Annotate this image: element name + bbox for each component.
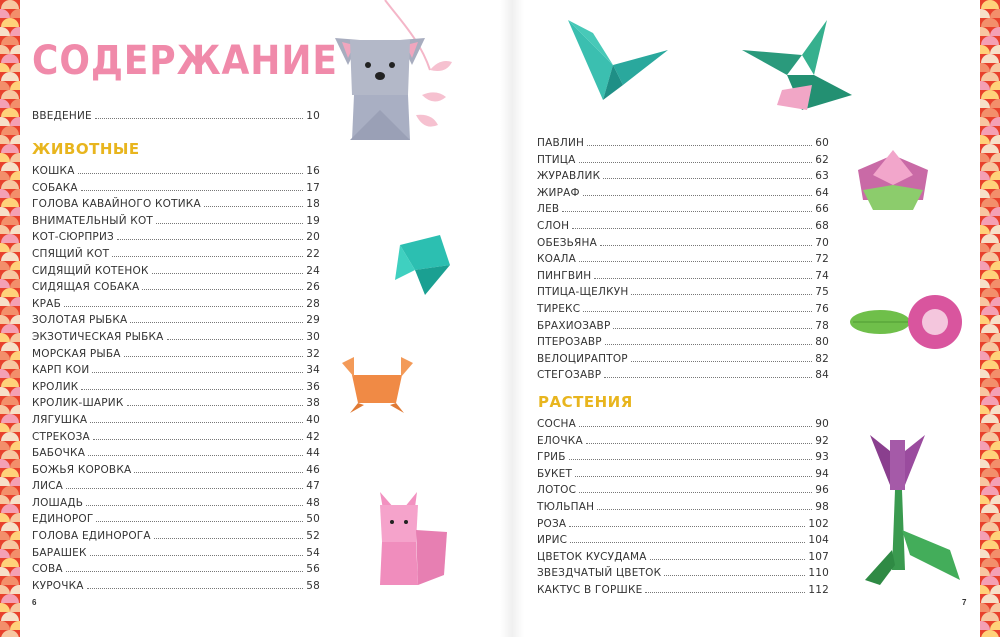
- toc-entry-page: 29: [306, 314, 320, 327]
- toc-entry-page: 58: [306, 579, 320, 592]
- toc-entry-label: БАРАШЕК: [32, 546, 87, 559]
- leader-dots: [81, 381, 303, 390]
- toc-entry-label: ЗВЕЗДЧАТЫЙ ЦВЕТОК: [537, 567, 662, 580]
- toc-entry-label: ЕЛОЧКА: [537, 434, 583, 447]
- leader-dots: [583, 187, 812, 196]
- toc-animal-entry[interactable]: [32, 248, 320, 265]
- toc-entry-page: 16: [306, 165, 320, 177]
- toc-entry-label: БОЖЬЯ КОРОВКА: [32, 463, 132, 476]
- toc-entry-label: КОШКА: [32, 165, 75, 177]
- toc-plant-entry[interactable]: [537, 534, 829, 551]
- toc-entry-page: 90: [815, 418, 829, 430]
- leader-dots: [594, 270, 812, 279]
- toc-entry-page: 38: [306, 397, 320, 410]
- toc-entry-page: 82: [815, 352, 829, 365]
- section-heading-animals: ЖИВОТНЫЕ: [32, 140, 140, 158]
- toc-plant-entry[interactable]: [537, 435, 829, 452]
- leader-dots: [569, 518, 805, 527]
- book-spine: [500, 0, 524, 637]
- crab-origami-illustration: [340, 355, 415, 415]
- toc-entry-page: 68: [815, 219, 829, 232]
- toc-entry-page: 75: [815, 286, 829, 299]
- toc-animal-entry[interactable]: [537, 170, 829, 187]
- leader-dots: [613, 320, 812, 329]
- toc-entry-label: ПТИЦА: [537, 153, 576, 166]
- leader-dots: [88, 447, 303, 456]
- leader-dots: [572, 220, 812, 229]
- toc-entry-label: КОТ-СЮРПРИЗ: [32, 231, 114, 244]
- toc-entry-page: 54: [306, 546, 320, 559]
- leader-dots: [586, 435, 812, 444]
- toc-entry-label: РОЗА: [537, 517, 567, 530]
- toc-animal-entry[interactable]: [32, 530, 320, 547]
- toc-entry-label: ПАВЛИН: [537, 137, 585, 149]
- leader-dots: [583, 303, 812, 312]
- leader-dots: [142, 281, 303, 290]
- leader-dots: [631, 286, 812, 295]
- toc-entry-page: 46: [306, 463, 320, 476]
- toc-list-animals-left: [32, 165, 320, 596]
- toc-entry-page: 80: [815, 336, 829, 349]
- toc-entry-label: СПЯЩИЙ КОТ: [32, 247, 110, 260]
- leader-dots: [154, 530, 303, 539]
- toc-animal-entry[interactable]: [32, 480, 320, 497]
- toc-plant-entry[interactable]: [537, 551, 829, 568]
- toc-animal-entry[interactable]: [537, 203, 829, 220]
- toc-entry-label: ЭКЗОТИЧЕСКАЯ РЫБКА: [32, 330, 164, 343]
- toc-animal-entry[interactable]: [537, 286, 829, 303]
- toc-entry-page: 62: [815, 153, 829, 166]
- toc-entry-page: 32: [306, 347, 320, 360]
- toc-animal-entry[interactable]: [537, 369, 829, 386]
- toc-animal-entry[interactable]: [32, 348, 320, 365]
- toc-entry-label: ТИРЕКС: [537, 302, 581, 315]
- toc-entry-page: 10: [306, 110, 320, 122]
- toc-entry-page: 56: [306, 563, 320, 576]
- toc-entry-page: 64: [815, 186, 829, 199]
- toc-entry-page: 112: [808, 583, 829, 596]
- leader-dots: [579, 418, 812, 427]
- toc-animal-entry[interactable]: [32, 547, 320, 564]
- leader-dots: [96, 513, 303, 522]
- toc-plant-entry[interactable]: [537, 484, 829, 501]
- toc-entry-label: ЛОТОС: [537, 484, 577, 497]
- leader-dots: [156, 215, 303, 224]
- toc-entry-label: ИРИС: [537, 534, 568, 547]
- toc-entry-page: 42: [306, 430, 320, 443]
- leader-dots: [81, 182, 303, 191]
- toc-entry-label: ЛИСА: [32, 480, 64, 493]
- toc-entry-label: ГОЛОВА КАВАЙНОГО КОТИКА: [32, 198, 201, 211]
- toc-plant-entry[interactable]: [537, 567, 829, 584]
- toc-animal-entry[interactable]: [32, 431, 320, 448]
- toc-plant-entry[interactable]: [537, 451, 829, 468]
- toc-entry-label: БУКЕТ: [537, 467, 573, 480]
- toc-entry-page: 60: [815, 137, 829, 149]
- iris-flower-illustration: [850, 430, 965, 590]
- toc-animal-entry[interactable]: [32, 447, 320, 464]
- toc-entry-page: 36: [306, 380, 320, 393]
- toc-entry-page: 19: [306, 214, 320, 227]
- leader-dots: [650, 551, 806, 560]
- toc-entry-label: ВВЕДЕНИЕ: [32, 110, 92, 122]
- leader-dots: [579, 154, 813, 163]
- toc-entry-page: 30: [306, 330, 320, 343]
- toc-entry-label: СОВА: [32, 563, 63, 576]
- toc-entry-label: ТЮЛЬПАН: [537, 500, 595, 513]
- toc-entry-label: ВНИМАТЕЛЬНЫЙ КОТ: [32, 214, 154, 227]
- rose-with-leaf-illustration: [850, 292, 965, 354]
- leader-dots: [604, 369, 812, 378]
- toc-entry-page: 17: [306, 181, 320, 194]
- leader-dots: [90, 547, 303, 556]
- toc-entry-label: СТЕГОЗАВР: [537, 369, 602, 382]
- toc-entry-label: СИДЯЩАЯ СОБАКА: [32, 281, 140, 294]
- toc-entry-page: 40: [306, 413, 320, 426]
- toc-entry-label: ГОЛОВА ЕДИНОРОГА: [32, 530, 151, 543]
- leader-dots: [569, 451, 812, 460]
- toc-entry-page: 84: [815, 369, 829, 382]
- toc-plant-entry[interactable]: [537, 584, 829, 601]
- page-number-left: 6: [32, 598, 37, 607]
- toc-entry-label: КОАЛА: [537, 253, 576, 266]
- toc-entry-page: 47: [306, 480, 320, 493]
- toc-entry-label: КАКТУС В ГОРШКЕ: [537, 583, 643, 596]
- toc-animal-entry[interactable]: [32, 231, 320, 248]
- toc-animal-entry[interactable]: [32, 563, 320, 580]
- leader-dots: [66, 563, 303, 572]
- toc-entry-label: КРОЛИК: [32, 380, 79, 393]
- toc-animal-entry[interactable]: [537, 137, 829, 154]
- leader-dots: [95, 110, 303, 119]
- toc-entry-page: 94: [815, 467, 829, 480]
- toc-animal-entry[interactable]: [32, 497, 320, 514]
- toc-entry-label: КРАБ: [32, 297, 61, 310]
- toc-entry-label: СОБАКА: [32, 181, 78, 194]
- toc-entry-page: 18: [306, 198, 320, 211]
- toc-entry-label: ВЕЛОЦИРАПТОР: [537, 352, 628, 365]
- toc-entry-page: 63: [815, 170, 829, 183]
- leader-dots: [167, 331, 303, 340]
- toc-entry-page: 102: [808, 517, 829, 530]
- toc-entry-page: 44: [306, 447, 320, 460]
- toc-entry-page: 76: [815, 302, 829, 315]
- leader-dots: [66, 480, 303, 489]
- toc-list-plants: [537, 418, 829, 601]
- toc-animal-entry[interactable]: [537, 220, 829, 237]
- crane-origami-illustration: [732, 15, 857, 115]
- toc-entry-page: 26: [306, 281, 320, 294]
- toc-entry-label: ЗОЛОТАЯ РЫБКА: [32, 314, 128, 327]
- toc-animal-entry[interactable]: [32, 364, 320, 381]
- fish-origami-illustration: [395, 230, 455, 300]
- toc-entry-intro[interactable]: [32, 110, 320, 127]
- toc-entry-page: 93: [815, 451, 829, 464]
- toc-entry-label: ГРИБ: [537, 451, 566, 464]
- toc-entry-label: КАРП КОИ: [32, 364, 90, 377]
- toc-entry-page: 74: [815, 269, 829, 282]
- leader-dots: [575, 468, 812, 477]
- page-number-right: 7: [962, 598, 967, 607]
- bird-origami-illustration: [563, 15, 673, 105]
- leader-dots: [600, 237, 812, 246]
- left-decorative-border: [0, 0, 20, 637]
- leader-dots: [90, 414, 303, 423]
- toc-plant-entry[interactable]: [537, 501, 829, 518]
- toc-entry-label: ПТИЦА-ЩЕЛКУН: [537, 286, 629, 299]
- toc-entry-label: СОСНА: [537, 418, 577, 430]
- toc-animal-entry[interactable]: [32, 182, 320, 199]
- leader-dots: [597, 501, 812, 510]
- toc-entry-label: ПТЕРОЗАВР: [537, 336, 602, 349]
- leader-dots: [579, 253, 812, 262]
- toc-animal-entry[interactable]: [32, 464, 320, 481]
- toc-entry-page: 98: [815, 500, 829, 513]
- leader-dots: [603, 170, 812, 179]
- toc-animal-entry[interactable]: [32, 513, 320, 530]
- leader-dots: [130, 314, 303, 323]
- leader-dots: [134, 464, 303, 473]
- toc-animal-entry[interactable]: [32, 265, 320, 282]
- leader-dots: [579, 484, 812, 493]
- leader-dots: [570, 534, 805, 543]
- toc-entry-page: 70: [815, 236, 829, 249]
- toc-animal-entry[interactable]: [32, 215, 320, 232]
- leader-dots: [78, 165, 303, 174]
- toc-animal-entry[interactable]: [32, 414, 320, 431]
- toc-entry-page: 20: [306, 231, 320, 244]
- toc-animal-entry[interactable]: [537, 320, 829, 337]
- leader-dots: [92, 364, 303, 373]
- toc-entry-label: ПИНГВИН: [537, 269, 592, 282]
- toc-entry-label: ЖИРАФ: [537, 186, 580, 199]
- leader-dots: [562, 203, 812, 212]
- toc-entry-page: 78: [815, 319, 829, 332]
- leader-dots: [93, 431, 303, 440]
- toc-animal-entry[interactable]: [537, 303, 829, 320]
- toc-entry-label: СЛОН: [537, 219, 570, 232]
- toc-entry-page: 52: [306, 530, 320, 543]
- right-decorative-border: [980, 0, 1000, 637]
- section-heading-plants: РАСТЕНИЯ: [538, 393, 633, 411]
- leader-dots: [631, 353, 812, 362]
- toc-entry-label: ЛОШАДЬ: [32, 496, 84, 509]
- page-title: СОДЕРЖАНИЕ: [32, 38, 338, 84]
- toc-entry-label: ОБЕЗЬЯНА: [537, 236, 598, 249]
- leader-dots: [204, 198, 303, 207]
- leader-dots: [127, 397, 304, 406]
- toc-plant-entry[interactable]: [537, 468, 829, 485]
- leader-dots: [86, 497, 303, 506]
- toc-entry-page: 96: [815, 484, 829, 497]
- toc-animal-entry[interactable]: [32, 165, 320, 182]
- toc-animal-entry[interactable]: [32, 397, 320, 414]
- toc-entry-page: 107: [808, 550, 829, 563]
- leader-dots: [112, 248, 303, 257]
- toc-entry-label: СИДЯЩИЙ КОТЕНОК: [32, 264, 149, 277]
- toc-entry-page: 72: [815, 253, 829, 266]
- toc-animal-entry[interactable]: [537, 253, 829, 270]
- toc-entry-label: КУРОЧКА: [32, 579, 84, 592]
- toc-animal-entry[interactable]: [537, 237, 829, 254]
- leader-dots: [117, 231, 303, 240]
- toc-entry-page: 50: [306, 513, 320, 526]
- toc-animal-entry[interactable]: [537, 154, 829, 171]
- toc-entry-label: ЕДИНОРОГ: [32, 513, 94, 526]
- toc-animal-entry[interactable]: [537, 187, 829, 204]
- toc-entry-page: 22: [306, 247, 320, 260]
- toc-animal-entry[interactable]: [32, 381, 320, 398]
- leader-dots: [64, 298, 303, 307]
- koala-origami-illustration: [330, 0, 460, 150]
- toc-animal-entry[interactable]: [537, 353, 829, 370]
- toc-entry-page: 66: [815, 203, 829, 216]
- toc-entry-page: 34: [306, 364, 320, 377]
- toc-animal-entry[interactable]: [32, 298, 320, 315]
- toc-animal-entry[interactable]: [537, 336, 829, 353]
- toc-entry-page: 92: [815, 434, 829, 447]
- toc-animal-entry[interactable]: [537, 270, 829, 287]
- toc-plant-entry[interactable]: [537, 518, 829, 535]
- leader-dots: [605, 336, 812, 345]
- toc-entry-label: БАБОЧКА: [32, 447, 86, 460]
- leader-dots: [664, 567, 805, 576]
- toc-animal-entry[interactable]: [32, 314, 320, 331]
- leader-dots: [124, 348, 303, 357]
- toc-entry-label: КРОЛИК-ШАРИК: [32, 397, 124, 410]
- toc-entry-label: ЛЯГУШКА: [32, 413, 88, 426]
- toc-entry-page: 28: [306, 297, 320, 310]
- toc-entry-page: 48: [306, 496, 320, 509]
- toc-entry-page: 110: [808, 567, 829, 580]
- toc-entry-label: ЦВЕТОК КУСУДАМА: [537, 550, 647, 563]
- toc-entry-page: 24: [306, 264, 320, 277]
- toc-entry-label: МОРСКАЯ РЫБА: [32, 347, 121, 360]
- leader-dots: [87, 580, 303, 589]
- toc-animal-entry[interactable]: [32, 281, 320, 298]
- toc-list-animals-right: [537, 137, 829, 386]
- toc-entry-label: ЛЕВ: [537, 203, 560, 216]
- toc-plant-entry[interactable]: [537, 418, 829, 435]
- toc-entry-label: БРАХИОЗАВР: [537, 319, 611, 332]
- toc-entry-page: 104: [808, 534, 829, 547]
- toc-animal-entry[interactable]: [32, 331, 320, 348]
- toc-animal-entry[interactable]: [32, 580, 320, 597]
- toc-entry-label: СТРЕКОЗА: [32, 430, 90, 443]
- kusudama-flower-illustration: [853, 145, 933, 215]
- toc-intro: [32, 110, 320, 127]
- cat-origami-illustration: [372, 490, 452, 590]
- toc-entry-label: ЖУРАВЛИК: [537, 170, 601, 183]
- leader-dots: [645, 584, 805, 593]
- leader-dots: [587, 137, 812, 146]
- toc-animal-entry[interactable]: [32, 198, 320, 215]
- leader-dots: [152, 265, 303, 274]
